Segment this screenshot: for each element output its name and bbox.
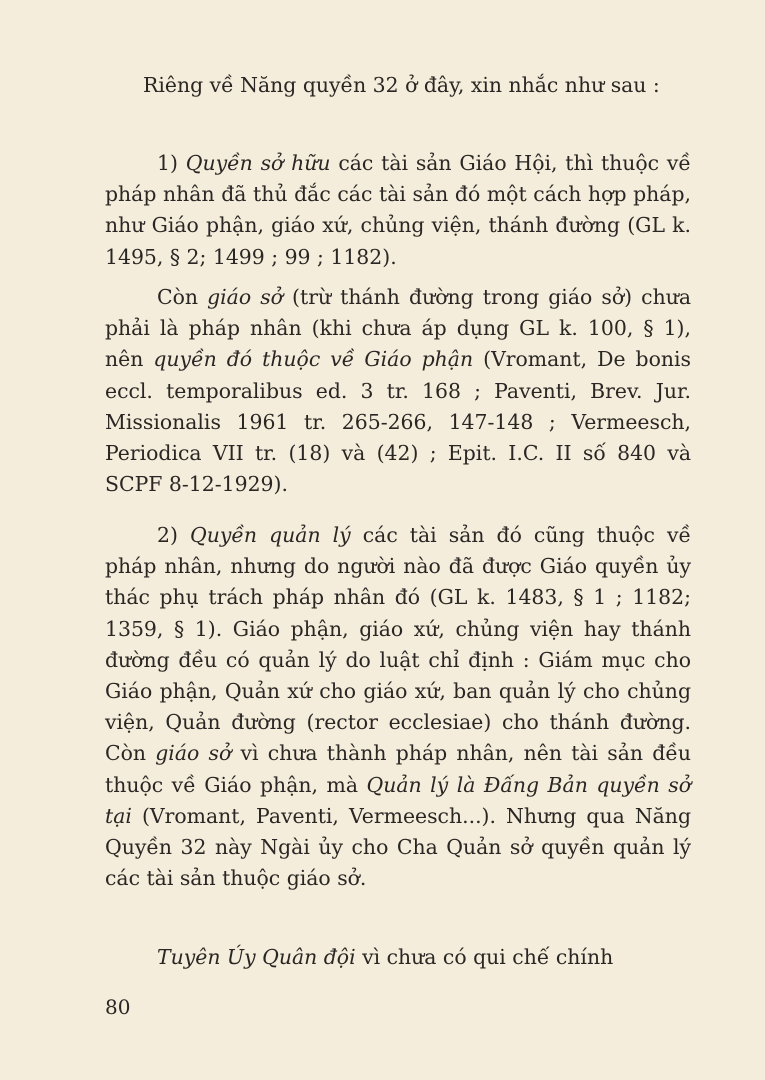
paragraph-ownership-right [105,148,691,273]
outpost-right-term: quyền đó thuộc về Giáo phận [153,347,474,372]
outpost-middle-text: (trừ thánh đường trong giáo sở) chưa phải là pháp nhân (khi chưa áp dụng GL k. 100, § 1), nên [105,285,691,372]
paragraph-military-chaplain [105,942,691,973]
management-term: Quyền quản lý [190,523,351,547]
outpost-citations: (Vromant, De bonis eccl. temporalibus ed. 3 tr. 168 ; Paventi, Brev. Jur. Missionalis 1961 tr. 265-266, 147-148 ; Vermeesch, Periodica VII tr. (18) và (42) ; Epit. I.C. II số 840 và SCPF 8-12-1929). [105,347,692,497]
management-text-2: vì chưa thành pháp nhân, nên tài sản đều thuộc về Giáo phận, mà [105,741,692,797]
management-outpost-term: giáo sở [155,741,232,766]
management-text-3: (Vromant, Paventi, Vermeesch...). Nhưng qua Năng Quyền 32 này Ngài ủy cho Cha Quản sở quyền quản lý các tài sản thuộc giáo sở. [105,803,691,891]
paragraph-management-right [105,520,691,894]
chaplain-text: vì chưa có qui chế chính [355,945,614,969]
ownership-term: Quyền sở hữu [185,151,331,175]
chaplain-term: Tuyên Úy Quân đội [157,945,356,969]
management-ordinary-term: Quản lý là Đấng Bản quyền sở tại [105,772,691,828]
page-number: 80 [105,995,131,1019]
ownership-lead: 1) [157,151,186,175]
outpost-lead: Còn [157,285,208,309]
management-text-1: các tài sản đó cũng thuộc về pháp nhân, nhưng do người nào đã được Giáo quyền ủy thác phụ trách pháp nhân đó (GL k. 1483, § 1 ; 1182; 1359, § 1). Giáo phận, giáo xứ, chủng viện hay thánh đường đều có quản lý do luật chỉ định : Giám mục cho Giáo phận, Quản xứ cho giáo xứ, ban quản lý cho chủng viện, Quản đường (rector ecclesiae) cho thánh đường. Còn [105,523,692,766]
paragraph-intro [105,70,691,101]
ownership-text: các tài sản Giáo Hội, thì thuộc về pháp nhân đã thủ đắc các tài sản đó một cách hợp pháp, như Giáo phận, giáo xứ, chủng viện, thánh đường (GL k. 1495, § 2; 1499 ; 99 ; 1182). [105,151,691,269]
management-lead: 2) [157,523,190,547]
outpost-term: giáo sở [207,285,283,309]
paragraph-parish-outpost [105,282,691,500]
intro-text: Riêng về Năng quyền 32 ở đây, xin nhắc như sau : [143,73,660,97]
